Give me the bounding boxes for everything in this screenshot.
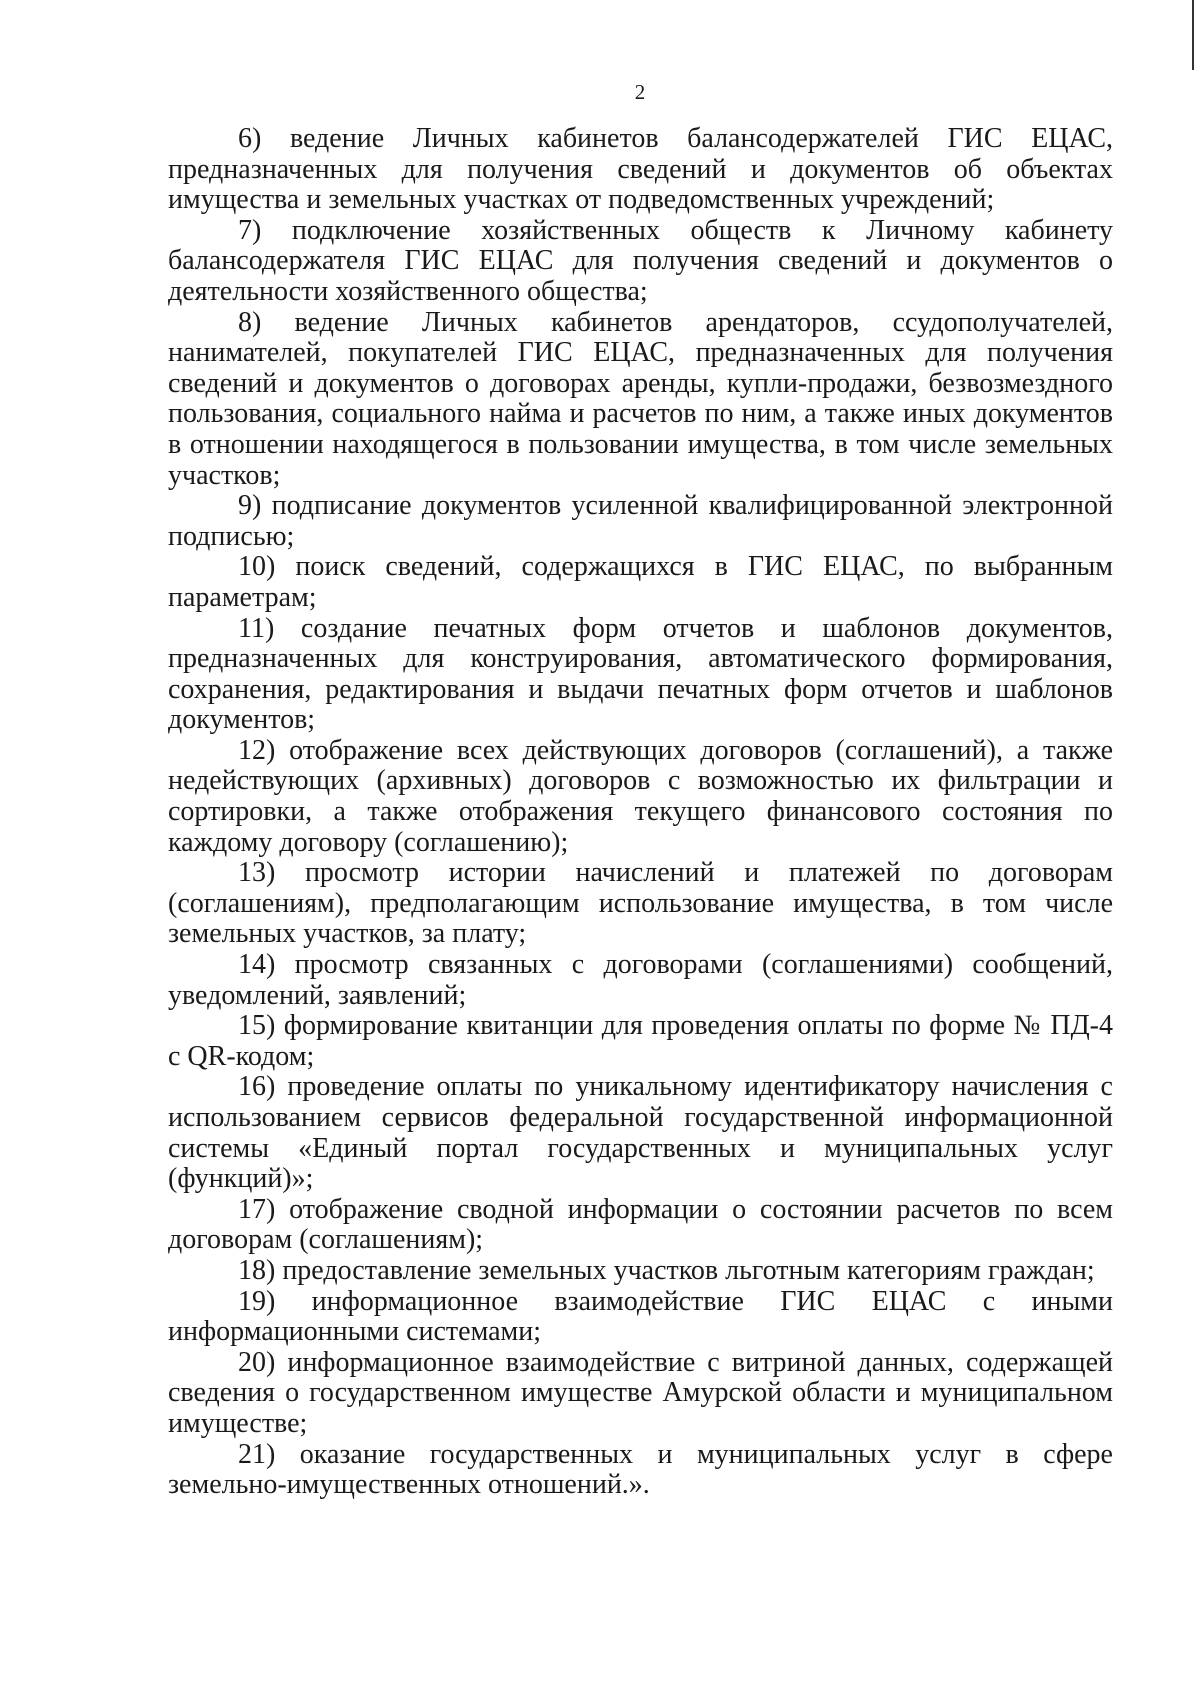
list-item-9: 9) подписание документов усиленной квалифицированной электронной подписью;	[168, 490, 1113, 552]
list-item-7: 7) подключение хозяйственных обществ к Личному кабинету балансодержателя ГИС ЕЦАС для получения сведений и документов о деятельности хозяйственного общества;	[168, 214, 1113, 307]
scan-edge-mark	[1192, 0, 1194, 70]
list-item-10: 10) поиск сведений, содержащихся в ГИС ЕЦАС, по выбранным параметрам;	[168, 551, 1113, 613]
list-item-14: 14) просмотр связанных с договорами (соглашениями) сообщений, уведомлений, заявлений;	[168, 949, 1113, 1011]
list-item-13: 13) просмотр истории начислений и платежей по договорам (соглашениям), предполагающим использование имущества, в том числе земельных участков, за плату;	[168, 857, 1113, 950]
list-item-8: 8) ведение Личных кабинетов арендаторов, ссудополучателей, нанимателей, покупателей ГИС ЕЦАС, предназначенных для получения сведений и документов о договорах аренды, купли-продажи, безвозмездного пользования, социального найма и расчетов по ним, а также иных документов в отношении находящегося в пользовании имущества, в том числе земельных участков;	[168, 306, 1113, 491]
document-body	[168, 124, 1113, 1501]
list-item-6: 6) ведение Личных кабинетов балансодержателей ГИС ЕЦАС, предназначенных для получения сведений и документов об объектах имущества и земельных участках от подведомственных учреждений;	[168, 123, 1113, 216]
page-number: 2	[634, 80, 646, 104]
list-item-20: 20) информационное взаимодействие с витриной данных, содержащей сведения о государственном имуществе Амурской области и муниципальном имуществе;	[168, 1346, 1113, 1439]
list-item-15: 15) формирование квитанции для проведения оплаты по форме № ПД-4 с QR-кодом;	[168, 1010, 1113, 1072]
list-item-17: 17) отображение сводной информации о состоянии расчетов по всем договорам (соглашениям);	[168, 1193, 1113, 1256]
list-item-12: 12) отображение всех действующих договоров (соглашений), а также недействующих (архивных) договоров с возможностью их фильтрации и сортировки, а также отображения текущего финансового состояния по каждому договору (соглашению);	[168, 734, 1113, 858]
list-item-19: 19) информационное взаимодействие ГИС ЕЦАС с иными информационными системами;	[168, 1285, 1113, 1348]
list-item-16: 16) проведение оплаты по уникальному идентификатору начисления с использованием сервисов федеральной государственной информационной системы «Единый портал государственных и муниципальных услуг (функций)»;	[168, 1071, 1113, 1195]
list-item-18: 18) предоставление земельных участков льготным категориям граждан;	[238, 1254, 1095, 1286]
list-item-21: 21) оказание государственных и муниципальных услуг в сфере земельно-имущественных отношений.».	[168, 1438, 1113, 1501]
list-item-11: 11) создание печатных форм отчетов и шаблонов документов, предназначенных для конструирования, автоматического формирования, сохранения, редактирования и выдачи печатных форм отчетов и шаблонов документов;	[168, 612, 1113, 736]
